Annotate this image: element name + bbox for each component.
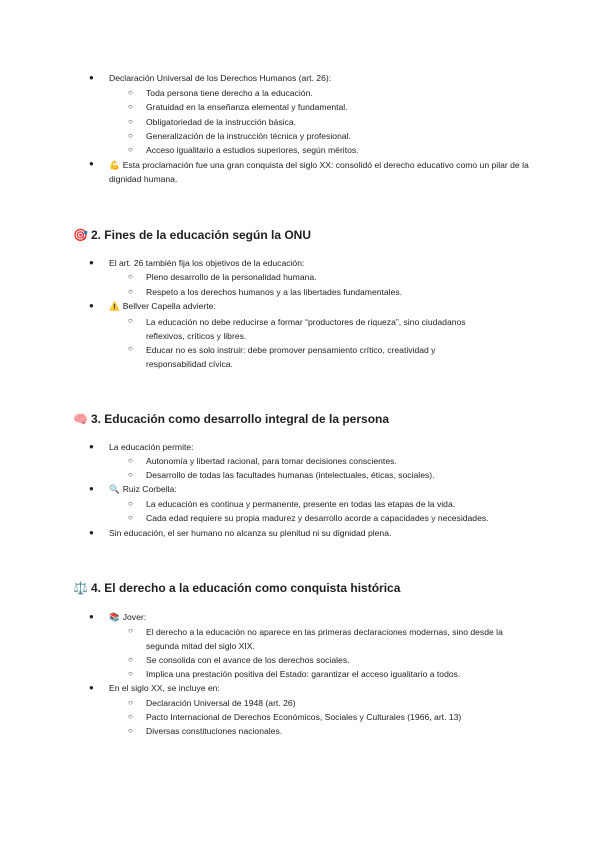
sub-bullet: ○ — [128, 272, 133, 281]
list-item: Sin educación, el ser humano no alcanza su plenitud ni su dignidad plena. — [109, 528, 392, 538]
bullet: ● — [89, 159, 94, 168]
bullet: ● — [89, 612, 94, 621]
sub-bullet: ○ — [128, 131, 133, 140]
list-item — [109, 300, 216, 312]
sub-bullet: ○ — [128, 287, 133, 296]
sub-bullet: ○ — [128, 88, 133, 97]
sub-bullet: ○ — [128, 117, 133, 126]
bullet: ● — [89, 73, 94, 82]
sub-list-item: Acceso igualitario a estudios superiores, según méritos. — [146, 145, 359, 155]
list-item: El art. 26 también fija los objetivos de la educación: — [109, 258, 305, 268]
list-item: En el siglo XX, se incluye en: — [109, 683, 220, 693]
sub-list-item: Autonomía y libertad racional, para tomar decisiones conscientes. — [146, 456, 397, 466]
sub-list-item: La educación es continua y permanente, presente en todas las etapas de la vida. — [146, 499, 456, 509]
section-title: 4. El derecho a la educación como conquista histórica — [90, 581, 401, 595]
sub-list-item: Desarrollo de todas las facultades humanas (intelectuales, éticas, sociales). — [146, 470, 435, 480]
list-item — [109, 483, 177, 495]
section-title: 3. Educación como desarrollo integral de la persona — [90, 412, 390, 426]
sub-list-item: Pleno desarrollo de la personalidad humana. — [146, 272, 317, 282]
sub-bullet: ○ — [128, 102, 133, 111]
sub-bullet: ○ — [128, 726, 133, 735]
sub-list-item: Toda persona tiene derecho a la educación. — [146, 88, 313, 98]
sub-bullet: ○ — [128, 316, 133, 325]
sub-bullet: ○ — [128, 655, 133, 664]
sub-list-item: Diversas constituciones nacionales. — [146, 726, 283, 736]
flexed-biceps-icon: 💪 — [109, 160, 120, 170]
section-heading — [73, 580, 400, 596]
warning-icon: ⚠️ — [109, 301, 120, 311]
list-item-text: Jover: — [122, 612, 147, 622]
brain-icon: 🧠 — [73, 412, 88, 426]
sub-list-item: Gratuidad en la enseñanza elemental y fundamental. — [146, 102, 348, 112]
sub-list-item: Implica una prestación positiva del Estado: garantizar el acceso igualitario a todos. — [146, 669, 461, 679]
sub-bullet: ○ — [128, 669, 133, 678]
section-heading — [73, 227, 311, 243]
sub-bullet: ○ — [128, 344, 133, 353]
sub-list-item: Obligatoriedad de la instrucción básica. — [146, 117, 297, 127]
bullet: ● — [89, 683, 94, 692]
list-item: La educación permite: — [109, 442, 194, 452]
sub-list-item: El derecho a la educación no aparece en las primeras declaraciones modernas, sino desde la segunda mitad del siglo XIX. — [146, 627, 503, 651]
list-item — [109, 611, 146, 623]
sub-bullet: ○ — [128, 698, 133, 707]
sub-list-item: Pacto Internacional de Derechos Económicos, Sociales y Culturales (1966, art. 13) — [146, 712, 462, 722]
balance-scale-icon: ⚖️ — [73, 581, 88, 595]
sub-list-item: Declaración Universal de 1948 (art. 26) — [146, 698, 296, 708]
bullet: ● — [89, 484, 94, 493]
sub-list-item: Respeto a los derechos humanos y a las libertades fundamentales. — [146, 287, 403, 297]
sub-list-item: Se consolida con el avance de los derechos sociales. — [146, 655, 350, 665]
sub-bullet: ○ — [128, 456, 133, 465]
magnifier-icon: 🔍 — [109, 484, 120, 494]
sub-bullet: ○ — [128, 470, 133, 479]
sub-bullet: ○ — [128, 626, 133, 635]
list-item: Declaración Universal de los Derechos Humanos (art. 26): — [109, 73, 332, 83]
sub-bullet: ○ — [128, 712, 133, 721]
list-item-text: Ruiz Corbella: — [122, 484, 177, 494]
sub-list-item: Cada edad requiere su propia madurez y desarrollo acorde a capacidades y necesidades. — [146, 513, 489, 523]
sub-bullet: ○ — [128, 499, 133, 508]
books-icon: 📚 — [109, 612, 120, 622]
sub-bullet: ○ — [128, 513, 133, 522]
sub-list-item: Generalización de la instrucción técnica y profesional. — [146, 131, 351, 141]
list-item-text: Esta proclamación fue una gran conquista del siglo XX: consolidó el derecho educativo como un pilar de la dignidad humana. — [109, 160, 529, 184]
sub-bullet: ○ — [128, 145, 133, 154]
section-heading — [73, 411, 389, 427]
bullet: ● — [89, 301, 94, 310]
list-item — [109, 158, 529, 186]
bullet: ● — [89, 258, 94, 267]
bullet: ● — [89, 528, 94, 537]
list-item-text: Bellver Capella advierte: — [122, 301, 216, 311]
section-title: 2. Fines de la educación según la ONU — [90, 228, 312, 242]
target-icon: 🎯 — [73, 228, 88, 242]
sub-list-item: Educar no es solo instruir: debe promover pensamiento crítico, creatividad y responsabilidad cívica. — [146, 345, 436, 369]
sub-list-item: La educación no debe reducirse a formar “productores de riqueza”, sino ciudadanos reflexivos, críticos y libres. — [146, 317, 466, 341]
bullet: ● — [89, 442, 94, 451]
